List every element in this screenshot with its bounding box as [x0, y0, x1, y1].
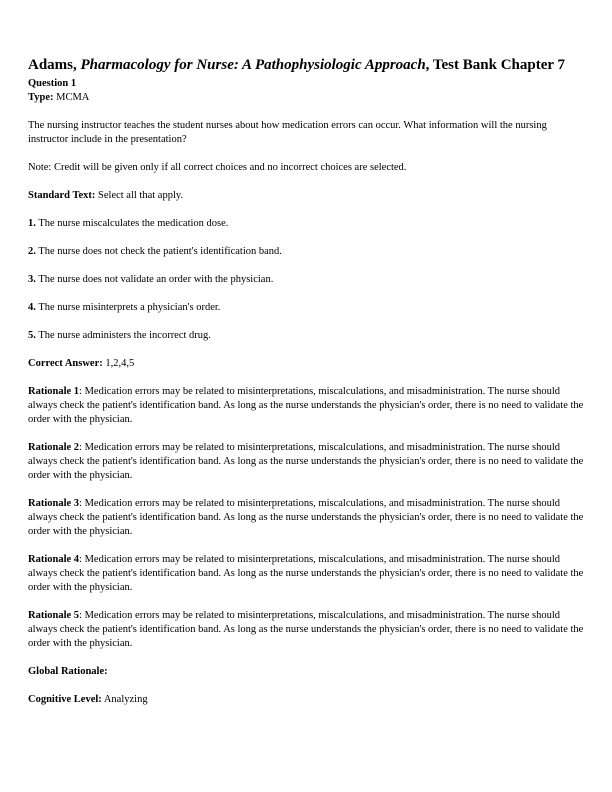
rationale-5 — [28, 609, 584, 651]
cognitive-level-value: Analyzing — [103, 694, 148, 705]
rationale-text: : Medication errors may be related to misinterpretations, miscalculations, and misadministration. The nurse should always check the patient's identification band. As long as the nurse understands the physician's order, there is no need to validate the order with the physician. — [28, 610, 584, 649]
title-suffix: , Test Bank Chapter 7 — [425, 57, 566, 73]
answer-option-3 — [28, 273, 584, 287]
rationale-3 — [28, 497, 584, 539]
rationale-label: Rationale 3 — [28, 498, 80, 509]
option-number: 3. — [28, 274, 36, 285]
title-author: Adams, — [28, 57, 81, 73]
question-number: Question 1 — [28, 78, 77, 89]
title-book-name: Pharmacology for Nurse: A Pathophysiologic Approach — [80, 57, 426, 73]
rationale-text: : Medication errors may be related to misinterpretations, miscalculations, and misadministration. The nurse should always check the patient's identification band. As long as the nurse understands the physician's order, there is no need to validate the order with the physician. — [28, 498, 584, 537]
rationale-label: Rationale 1 — [28, 386, 80, 397]
cognitive-level-line — [28, 693, 584, 707]
rationale-text: : Medication errors may be related to misinterpretations, miscalculations, and misadministration. The nurse should always check the patient's identification band. As long as the nurse understands the physician's order, there is no need to validate the order with the physician. — [28, 442, 584, 481]
correct-answer-label: Correct Answer: — [28, 358, 103, 369]
answer-option-2 — [28, 245, 584, 259]
note-text: Note: Credit will be given only if all correct choices and no incorrect choices are selected. — [28, 162, 407, 173]
rationale-text: : Medication errors may be related to misinterpretations, miscalculations, and misadministration. The nurse should always check the patient's identification band. As long as the nurse understands the physician's order, there is no need to validate the order with the physician. — [28, 554, 584, 593]
option-number: 2. — [28, 246, 36, 257]
document-title — [28, 56, 584, 75]
answer-option-1 — [28, 217, 584, 231]
option-text: The nurse misinterprets a physician's order. — [38, 302, 221, 313]
option-text: The nurse miscalculates the medication dose. — [38, 218, 229, 229]
rationale-label: Rationale 2 — [28, 442, 80, 453]
correct-answer-line — [28, 357, 584, 371]
rationale-label: Rationale 5 — [28, 610, 80, 621]
cognitive-level-label: Cognitive Level: — [28, 694, 102, 705]
rationale-text: : Medication errors may be related to misinterpretations, miscalculations, and misadministration. The nurse should always check the patient's identification band. As long as the nurse understands the physician's order, there is no need to validate the order with the physician. — [28, 386, 584, 425]
rationale-label: Rationale 4 — [28, 554, 80, 565]
rationale-1 — [28, 385, 584, 427]
answer-option-4 — [28, 301, 584, 315]
option-text: The nurse does not check the patient's identification band. — [38, 246, 282, 257]
standard-text-value: Select all that apply. — [98, 190, 184, 201]
option-number: 5. — [28, 330, 36, 341]
standard-text-label: Standard Text: — [28, 190, 96, 201]
correct-answer-value: 1,2,4,5 — [105, 358, 135, 369]
option-number: 1. — [28, 218, 36, 229]
type-label: Type: — [28, 92, 54, 103]
question-type-line — [28, 91, 584, 105]
answer-option-5 — [28, 329, 584, 343]
option-text: The nurse administers the incorrect drug. — [38, 330, 211, 341]
question-text: The nursing instructor teaches the student nurses about how medication errors can occur. What information will the nursing instructor include in the presentation? — [28, 120, 547, 145]
rationale-2 — [28, 441, 584, 483]
option-number: 4. — [28, 302, 36, 313]
option-text: The nurse does not validate an order with the physician. — [38, 274, 274, 285]
standard-text-line — [28, 189, 584, 203]
type-value: MCMA — [56, 92, 90, 103]
rationale-4 — [28, 553, 584, 595]
global-rationale-label: Global Rationale: — [28, 666, 108, 677]
